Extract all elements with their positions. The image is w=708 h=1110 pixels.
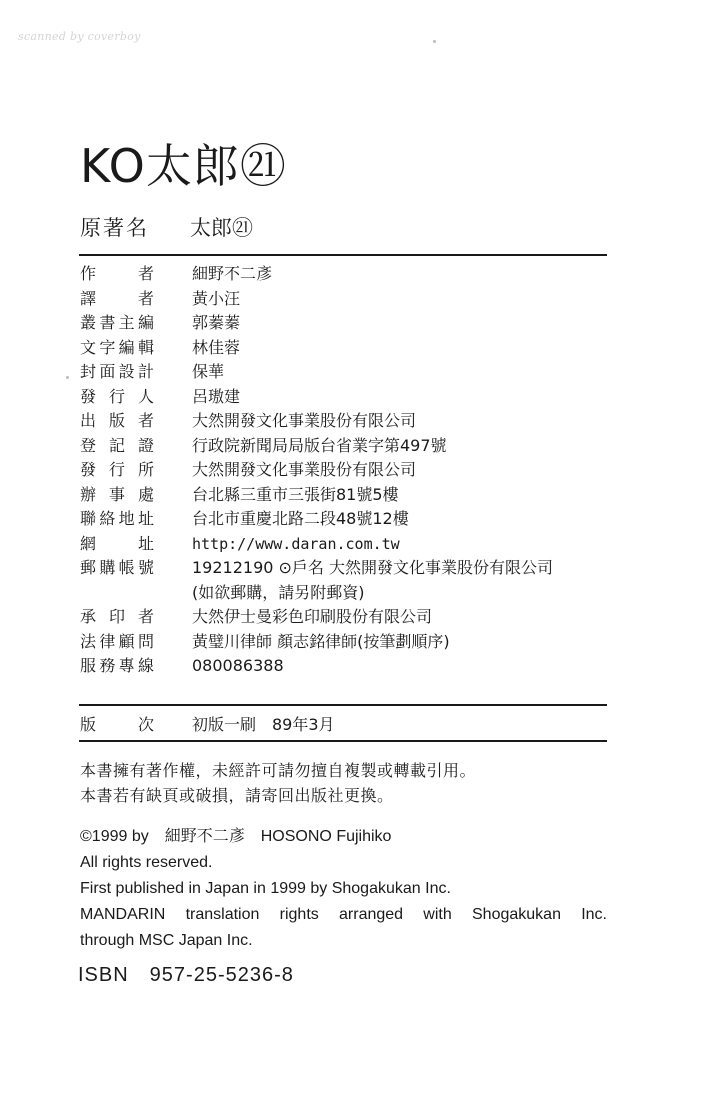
website-url: http://www.daran.com.tw: [192, 534, 400, 553]
credit-row: [80, 409, 620, 434]
credit-value: 大然開發文化事業股份有限公司: [192, 411, 417, 430]
credit-value: 黃璧川律師 顏志銘律師(按筆劃順序): [192, 631, 450, 651]
credit-label: 辦事處: [80, 484, 154, 504]
isbn: ISBN 957-25-5236-8: [78, 964, 294, 986]
credit-label: 出版者: [80, 411, 154, 430]
credits-list: [80, 262, 620, 679]
credit-row: [80, 287, 620, 312]
author-japanese: 細野不二彥: [164, 828, 245, 845]
translation-line: MANDARIN translation rights arranged with Shogakukan Inc.: [80, 906, 607, 923]
credit-label: 登記證: [80, 435, 154, 455]
credit-row: [80, 360, 620, 385]
credit-value: 大然開發文化事業股份有限公司: [192, 460, 417, 479]
credit-row: [80, 336, 620, 361]
credit-value: 呂璈建: [192, 386, 241, 406]
through-line: through MSC Japan Inc.: [80, 932, 253, 949]
credit-row: [80, 262, 620, 287]
credit-row: [80, 458, 620, 483]
credit-label: 承印者: [80, 607, 154, 626]
first-published-line: First published in Japan in 1999 by Shogakukan Inc.: [80, 880, 451, 897]
credit-label: 封面設計: [80, 362, 154, 381]
credit-label: 網 址: [80, 533, 154, 553]
scan-watermark: scanned by coverboy: [18, 30, 141, 43]
credit-value: 台北縣三重市三張街81號5樓: [192, 484, 399, 504]
credit-value: (如欲郵購，請另附郵資): [192, 582, 365, 602]
credit-row: [80, 385, 620, 410]
credit-row: [80, 434, 620, 459]
edition-row: [80, 713, 335, 737]
edition-label: 版 次: [80, 715, 154, 734]
credit-row: [80, 311, 620, 336]
divider-bottom: [79, 740, 607, 742]
edition-value: 初版一刷 89年3月: [192, 715, 335, 734]
scan-speck: [433, 40, 436, 43]
scan-speck: [66, 376, 69, 379]
credit-label: 服務專線: [80, 656, 154, 675]
credit-row: [80, 605, 620, 630]
credit-label: 文字編輯: [80, 337, 154, 357]
credit-value: 行政院新聞局局版台省業字第497號: [192, 435, 447, 455]
credit-label: 發行所: [80, 460, 154, 479]
credit-row: [80, 556, 620, 581]
divider-top: [79, 254, 607, 256]
credit-row: [80, 483, 620, 508]
original-title-label: 原著名: [80, 216, 149, 240]
notice-line: 本書若有缺頁或破損，請寄回出版社更換。: [80, 786, 394, 805]
credit-label: 叢書主編: [80, 313, 154, 332]
credit-value: 林佳蓉: [192, 337, 241, 357]
credit-row: [80, 654, 620, 679]
credit-value: 大然伊士曼彩色印刷股份有限公司: [192, 607, 433, 626]
credit-row: [80, 581, 620, 606]
english-copyright: [80, 824, 607, 954]
credit-value: 黃小汪: [192, 288, 241, 308]
credit-value: 台北市重慶北路二段48號12樓: [192, 509, 409, 528]
credit-value: 細野不二彥: [192, 264, 273, 283]
credit-value: 保華: [192, 362, 225, 381]
credit-label: 發行人: [80, 386, 154, 406]
credit-label: 法律顧問: [80, 631, 154, 651]
author-english: HOSONO Fujihiko: [260, 828, 392, 845]
copyright-notice: [80, 758, 476, 808]
notice-line: 本書擁有著作權，未經許可請勿擅自複製或轉載引用。: [80, 761, 477, 780]
book-title: KO太郎㉑: [80, 139, 287, 193]
credit-label: 譯 者: [80, 288, 154, 308]
credit-label: 郵購帳號: [80, 558, 154, 577]
copyright-line: [80, 824, 607, 850]
credit-row: [80, 630, 620, 655]
divider-middle: [79, 704, 607, 706]
credit-row: [80, 532, 620, 557]
credit-label: 聯絡地址: [80, 509, 154, 528]
original-title: [80, 215, 253, 241]
rights-line: All rights reserved.: [80, 854, 213, 871]
credit-value: 郭蓁蓁: [192, 313, 241, 332]
credit-value: 19212190 ⊙戶名 大然開發文化事業股份有限公司: [192, 558, 554, 577]
copyright-prefix: ©1999 by: [80, 828, 149, 845]
original-title-value: 太郎㉑: [190, 216, 253, 240]
credit-value: 080086388: [192, 656, 284, 675]
credit-row: [80, 507, 620, 532]
credit-label: 作 者: [80, 264, 154, 283]
